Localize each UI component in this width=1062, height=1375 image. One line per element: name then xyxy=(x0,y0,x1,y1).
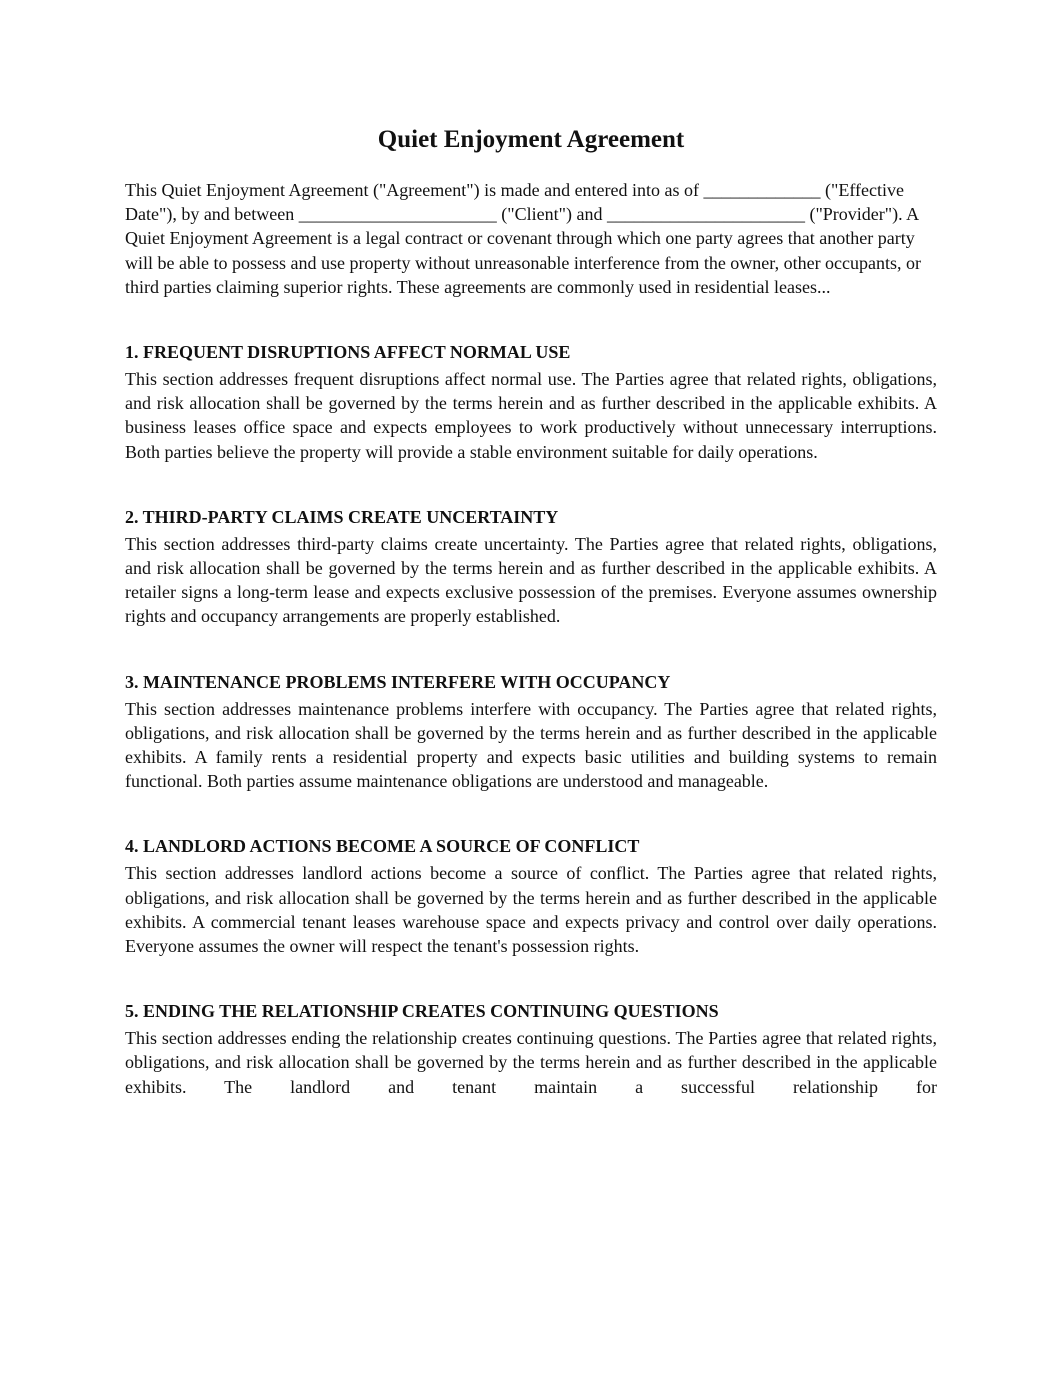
document-page xyxy=(125,122,937,1099)
section-2 xyxy=(125,505,937,629)
section-3 xyxy=(125,670,937,794)
section-body: This section addresses frequent disruptions affect normal use. The Parties agree that related rights, obligations, and risk allocation shall be governed by the terms herein and as further described in the applicable exhibits. A business leases office space and expects employees to work productively without unnecessary interruptions. Both parties believe the property will provide a stable environment suitable for daily operations. xyxy=(125,369,937,462)
section-heading: 2. THIRD-PARTY CLAIMS CREATE UNCERTAINTY xyxy=(125,506,559,527)
section-body: This section addresses landlord actions become a source of conflict. The Parties agree that related rights, obligations, and risk allocation shall be governed by the terms herein and as further described in the applicable exhibits. A commercial tenant leases warehouse space and expects privacy and control over daily operations. Everyone assumes the owner will respect the tenant's possession rights. xyxy=(125,863,937,957)
section-heading: 4. LANDLORD ACTIONS BECOME A SOURCE OF CONFLICT xyxy=(125,836,640,857)
section-body: This section addresses third-party claims create uncertainty. The Parties agree that related rights, obligations, and risk allocation shall be governed by the terms herein and as further described in the applicable exhibits. A retailer signs a long-term lease and expects exclusive possession of the premises. Everyone assumes ownership rights and occupancy arrangements are properly established. xyxy=(125,533,937,627)
intro-paragraph: This Quiet Enjoyment Agreement ("Agreement") is made and entered into as of _____________ ("Effective Date"), by and between ______________________ ("Client") and ______________________ ("Provider"). A Quiet Enjoyment Agreement is a legal contract or covenant through which one party agrees that another party will be able to possess and use property without unreasonable interference from the owner, other occupants, or third parties claiming superior rights. These agreements are commonly used in residential leases... xyxy=(125,180,922,297)
section-body: This section addresses maintenance problems interfere with occupancy. The Parties agree that related rights, obligations, and risk allocation shall be governed by the terms herein and as further described in the applicable exhibits. A family rents a residential property and expects basic utilities and building systems to remain functional. Both parties assume maintenance obligations are understood and manageable. xyxy=(125,698,937,792)
section-4 xyxy=(125,834,937,958)
section-heading: 1. FREQUENT DISRUPTIONS AFFECT NORMAL USE xyxy=(125,342,571,363)
document-title: Quiet Enjoyment Agreement xyxy=(377,126,685,153)
section-heading: 3. MAINTENANCE PROBLEMS INTERFERE WITH OCCUPANCY xyxy=(125,671,671,692)
section-heading: 5. ENDING THE RELATIONSHIP CREATES CONTINUING QUESTIONS xyxy=(125,1001,719,1022)
section-body: This section addresses ending the relationship creates continuing questions. The Parties agree that related rights, obligations, and risk allocation shall be governed by the terms herein and as further described in the applicable exhibits. The landlord and tenant maintain a successful relationship for xyxy=(125,1028,937,1097)
section-5 xyxy=(125,999,937,1099)
section-1 xyxy=(125,340,937,464)
